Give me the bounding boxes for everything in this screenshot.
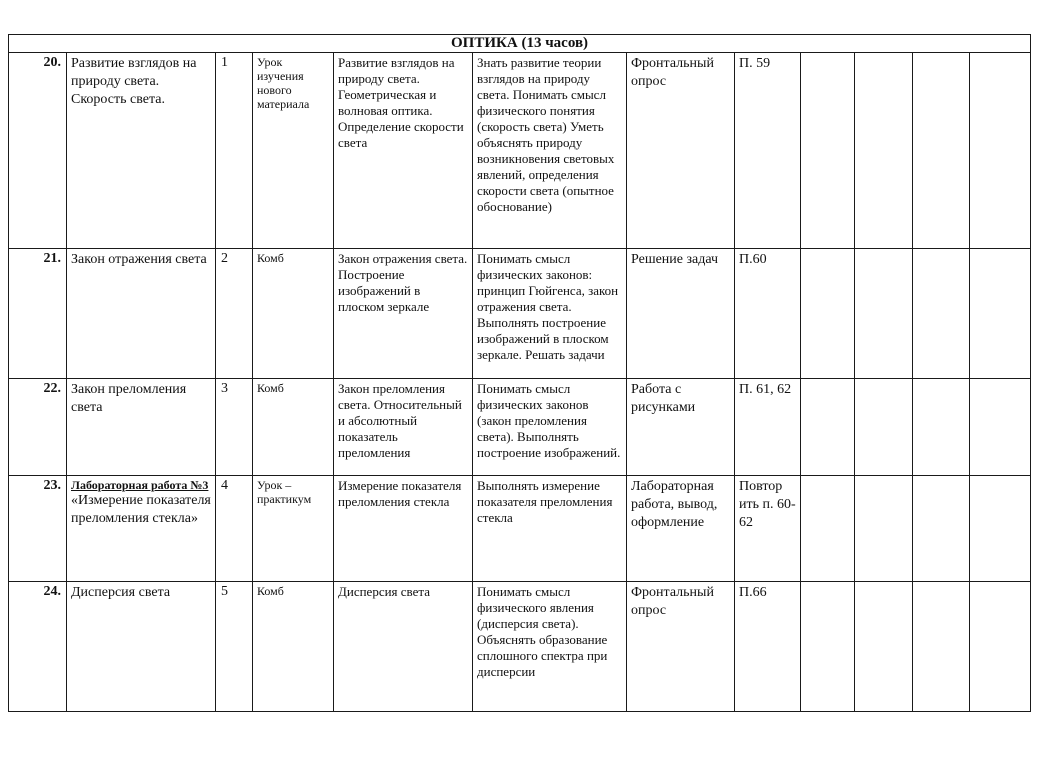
empty-cell [855, 53, 913, 249]
lesson-control: Фронтальный опрос [627, 582, 735, 712]
lesson-requirements: Понимать смысл физического явления (дисперсия света). Объяснять образование сплошного спектра при дисперсии [473, 582, 627, 712]
lesson-number: 21. [9, 249, 67, 379]
lesson-plan-table [8, 34, 1030, 712]
lesson-number: 24. [9, 582, 67, 712]
empty-cell [970, 582, 1031, 712]
empty-cell [855, 379, 913, 476]
lesson-hours: 2 [216, 249, 253, 379]
lesson-content: Закон преломления света. Относительный и абсолютный показатель преломления [334, 379, 473, 476]
empty-cell [801, 379, 855, 476]
lesson-homework: П.66 [735, 582, 801, 712]
empty-cell [970, 476, 1031, 582]
lesson-content: Развитие взглядов на природу света. Геометрическая и волновая оптика. Определение скорости света [334, 53, 473, 249]
lesson-hours: 3 [216, 379, 253, 476]
lesson-topic: Закон преломления света [67, 379, 216, 476]
lesson-number: 20. [9, 53, 67, 249]
empty-cell [801, 249, 855, 379]
lesson-hours: 5 [216, 582, 253, 712]
lesson-type: Урок – практикум [253, 476, 334, 582]
empty-cell [970, 379, 1031, 476]
lesson-control: Работа с рисунками [627, 379, 735, 476]
empty-cell [970, 249, 1031, 379]
lesson-content: Дисперсия света [334, 582, 473, 712]
lesson-control: Фронтальный опрос [627, 53, 735, 249]
lesson-number: 22. [9, 379, 67, 476]
table-row [9, 379, 1031, 476]
empty-cell [855, 476, 913, 582]
lesson-homework: Повтор ить п. 60-62 [735, 476, 801, 582]
section-title: ОПТИКА (13 часов) [9, 35, 1031, 53]
lesson-requirements: Понимать смысл физических законов (закон преломления света). Выполнять построение изображений. [473, 379, 627, 476]
lesson-type: Комб [253, 582, 334, 712]
lesson-homework: П. 59 [735, 53, 801, 249]
empty-cell [913, 379, 970, 476]
table-row [9, 476, 1031, 582]
empty-cell [913, 249, 970, 379]
lesson-requirements: Знать развитие теории взглядов на природу света. Понимать смысл физического понятия (скорость света) Уметь объяснять природу возникновения световых явлений, определения скорости света (опытное обоснование) [473, 53, 627, 249]
lesson-content: Измерение показателя преломления стекла [334, 476, 473, 582]
lesson-type: Урок изучения нового материала [253, 53, 334, 249]
empty-cell [913, 53, 970, 249]
lesson-topic: Развитие взглядов на природу света. Скорость света. [67, 53, 216, 249]
lesson-hours: 4 [216, 476, 253, 582]
lesson-topic: «Измерение показателя преломления стекла» [71, 493, 211, 526]
lesson-type: Комб [253, 249, 334, 379]
lesson-content: Закон отражения света. Построение изображений в плоском зеркале [334, 249, 473, 379]
lesson-requirements: Выполнять измерение показателя преломления стекла [473, 476, 627, 582]
lesson-topic: Дисперсия света [67, 582, 216, 712]
section-header-row [9, 35, 1031, 53]
lesson-topic: Закон отражения света [67, 249, 216, 379]
empty-cell [970, 53, 1031, 249]
empty-cell [801, 476, 855, 582]
empty-cell [855, 249, 913, 379]
table-row [9, 249, 1031, 379]
lab-work-title: Лабораторная работа №3 [71, 478, 209, 492]
lesson-topic-cell [67, 476, 216, 582]
empty-cell [801, 53, 855, 249]
lesson-hours: 1 [216, 53, 253, 249]
empty-cell [913, 476, 970, 582]
lesson-control: Лабораторная работа, вывод, оформление [627, 476, 735, 582]
empty-cell [913, 582, 970, 712]
table-row [9, 582, 1031, 712]
lesson-requirements: Понимать смысл физических законов: принцип Гюйгенса, закон отражения света. Выполнять построение изображений в плоском зеркале. Решать задачи [473, 249, 627, 379]
empty-cell [801, 582, 855, 712]
lesson-type: Комб [253, 379, 334, 476]
lesson-homework: П.60 [735, 249, 801, 379]
lesson-number: 23. [9, 476, 67, 582]
lesson-homework: П. 61, 62 [735, 379, 801, 476]
table-row [9, 53, 1031, 249]
lesson-control: Решение задач [627, 249, 735, 379]
empty-cell [855, 582, 913, 712]
